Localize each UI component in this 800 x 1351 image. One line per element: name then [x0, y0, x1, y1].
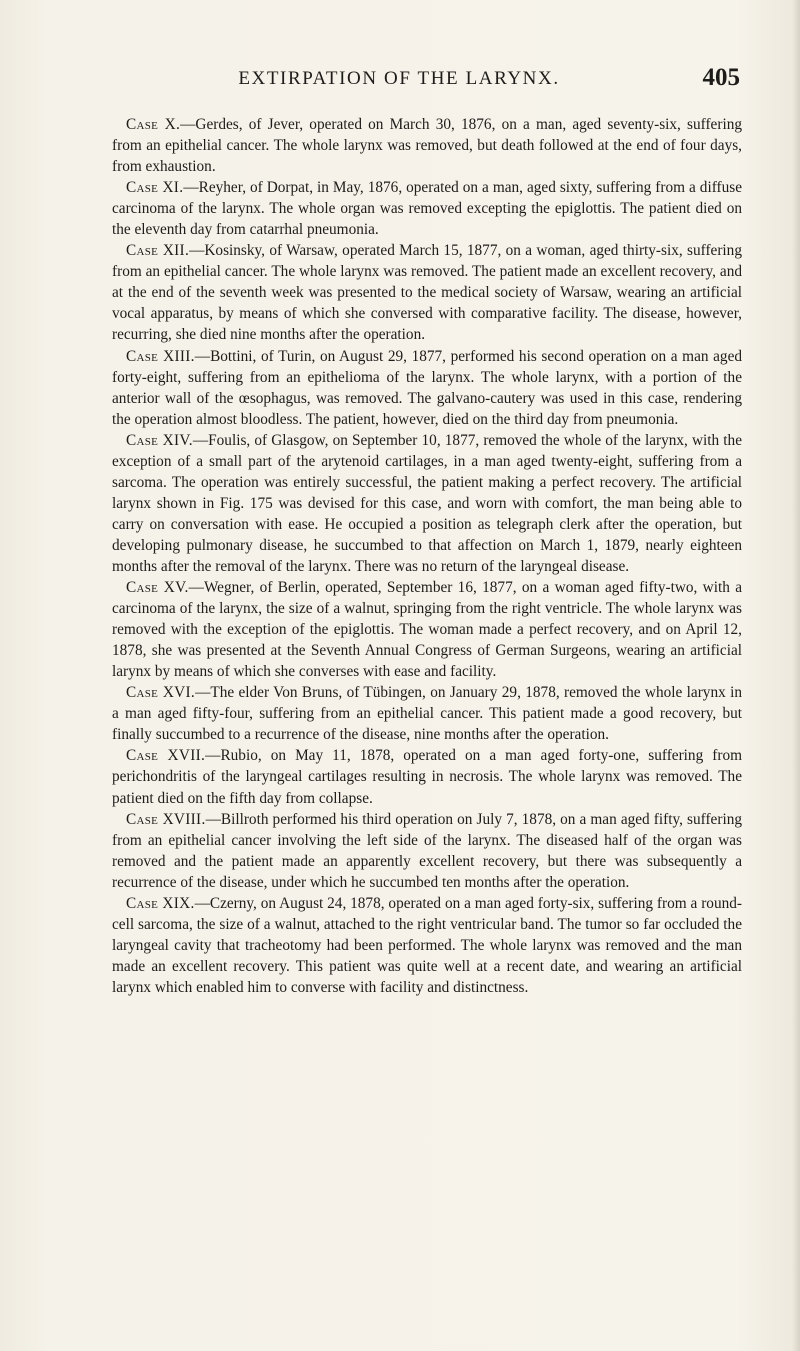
case-paragraph — [112, 577, 742, 682]
case-label: Case XVI. — [126, 684, 196, 702]
running-head — [58, 64, 740, 94]
page-number: 405 — [702, 64, 740, 91]
case-paragraph — [112, 745, 742, 808]
case-paragraph — [112, 430, 742, 577]
case-text: —Billroth performed his third operation on July 7, 1878, on a man aged fifty, suffering from an epithelial cancer involving the left side of the larynx. The diseased half of the organ was removed and the patient made an apparently excellent recovery, but there was subsequently a recurrence of the disease, under which he succumbed ten months after the operation. — [112, 810, 742, 891]
case-paragraph — [112, 893, 742, 998]
case-text: —Wegner, of Berlin, operated, September 16, 1877, on a woman aged fifty-two, with a carcinoma of the larynx, the size of a walnut, springing from the right ventricle. The whole larynx was removed with the exception of the epiglottis. The woman made a perfect recovery, and on April 12, 1878, she was presented at the Seventh Annual Congress of German Surgeons, wearing an artificial larynx by means of which she converses with ease and facility. — [112, 579, 742, 681]
case-label: Case XVII. — [126, 747, 206, 765]
case-text: —Rubio, on May 11, 1878, operated on a man aged forty-one, suffering from perichondritis of the laryngeal cartilages resulting in necrosis. The whole larynx was removed. The patient died on the fifth day from collapse. — [112, 747, 743, 807]
case-paragraph — [112, 809, 742, 893]
case-label: Case XII. — [126, 242, 190, 260]
case-label: Case XI. — [126, 179, 184, 197]
case-label: Case XV. — [126, 579, 189, 597]
case-label: Case XIV. — [126, 431, 193, 449]
case-text: —Kosinsky, of Warsaw, operated March 15, 1877, on a woman, aged thirty-six, suffering from an epithelial cancer. The whole larynx was removed. The patient made an excellent recovery, and at the end of the seventh week was presented to the medical society of Warsaw, wearing an artificial vocal apparatus, by means of which she conversed with comparative facility. The disease, however, recurring, she died nine months after the operation. — [112, 242, 742, 344]
running-title: EXTIRPATION OF THE LARYNX. — [238, 68, 560, 89]
case-text: —Foulis, of Glasgow, on September 10, 1877, removed the whole of the larynx, with the exception of a small part of the arytenoid cartilages, in a man aged twenty-eight, suffering from a sarcoma. The operation was entirely successful, the patient making a perfect recovery. The artificial larynx shown in Fig. 175 was devised for this case, and worn with comfort, the man being able to carry on conversation with ease. He occupied a position as telegraph clerk after the operation, but developing pulmonary disease, he succumbed to that affection on March 1, 1879, nearly eighteen months after the removal of the larynx. There was no return of the laryngeal disease. — [112, 431, 742, 575]
case-paragraph — [112, 682, 742, 745]
case-label: Case XIII. — [126, 347, 195, 365]
case-paragraph — [112, 346, 742, 430]
case-paragraph — [112, 177, 742, 240]
body-text — [112, 114, 742, 998]
case-paragraph — [112, 114, 742, 177]
case-text: —The elder Von Bruns, of Tübingen, on January 29, 1878, removed the whole larynx in a man aged fifty-four, suffering from an epithelial cancer. This patient made a good recovery, but finally succumbed to a recurrence of the disease, nine months after the operation. — [112, 684, 742, 744]
case-text: —Czerny, on August 24, 1878, operated on a man aged forty-six, suffering from a round-cell sarcoma, the size of a walnut, attached to the right ventricular band. The tumor so far occluded the laryngeal cavity that tracheotomy had been performed. The whole larynx was removed and the man made an excellent recovery. This patient was quite well at a recent date, and wearing an artificial larynx which enabled him to converse with facility and distinctness. — [112, 894, 742, 996]
case-text: —Bottini, of Turin, on August 29, 1877, performed his second operation on a man aged forty-eight, suffering from an epithelioma of the larynx. The whole larynx, with a portion of the anterior wall of the œsophagus, was removed. The galvano-cautery was used in this case, rendering the operation almost bloodless. The patient, however, died on the third day from pneumonia. — [112, 347, 743, 428]
case-text: —Reyher, of Dorpat, in May, 1876, operated on a man, aged sixty, suffering from a diffuse carcinoma of the larynx. The whole organ was removed excepting the epiglottis. The patient died on the eleventh day from catarrhal pneumonia. — [112, 179, 742, 239]
case-label: Case X. — [126, 116, 181, 133]
case-paragraph — [112, 240, 742, 345]
page-edge-shadow — [792, 0, 800, 1351]
case-text: —Gerdes, of Jever, operated on March 30, 1876, on a man, aged seventy-six, suffering from an epithelial cancer. The whole larynx was removed, but death followed at the end of four days, from exhaustion. — [112, 116, 742, 176]
case-label: Case XVIII. — [126, 810, 206, 828]
case-label: Case XIX. — [126, 894, 195, 912]
